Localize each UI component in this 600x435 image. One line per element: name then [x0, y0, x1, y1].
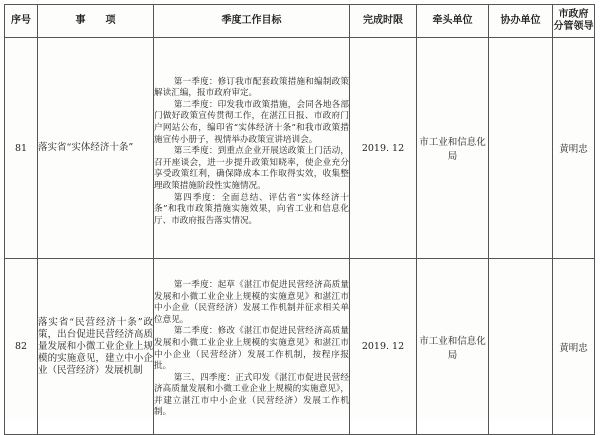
header-goals: 季度工作目标 — [154, 5, 350, 38]
row-item: 落实省“民营经济十条”政策，出台促进民营经济高质量发展和小微工业企业上规模的实施意见，建立中小企业（民营经济）发展机制 — [38, 259, 154, 435]
goal-q1: 第一季度：起草《湛江市促进民营经济高质量发展和小微工业企业上规模的实施意见》和湛江市中小企业（民营经济）发展工作机制并征求相关单位意见。 — [154, 279, 349, 325]
row-leader: 黄明忠 — [553, 259, 595, 435]
row-goals — [154, 259, 350, 435]
task-table — [4, 4, 595, 435]
row-deadline: 2019. 12 — [350, 259, 417, 435]
row-lead: 市工业和信息化局 — [417, 38, 489, 259]
header-leader — [553, 5, 595, 38]
goal-q2: 第二季度：印发我市政策措施，会同各地各部门做好政策宣传贯彻工作，在湛江日报、市政府门户网站公布，编印省“实体经济十条”和我市政策措施宣传小册子，视情举办政策宣讲培训会。 — [154, 99, 349, 145]
row-assist — [489, 259, 553, 435]
header-assist: 协办单位 — [489, 5, 553, 38]
goal-q3: 第三季度：到重点企业开展送政策上门活动，召开座谈会，进一步提升政策知晓率，使企业充分享受政策红利，确保降成本工作取得实效，收集整理政策措施阶段性实施情况。 — [154, 146, 349, 191]
row-deadline: 2019. 12 — [350, 38, 417, 259]
table-row — [5, 259, 595, 435]
row-assist — [489, 38, 553, 259]
header-row — [5, 5, 595, 38]
row-item: 落实省“实体经济十条” — [38, 38, 154, 259]
header-item: 事 项 — [38, 5, 154, 38]
row-lead: 市工业和信息化局 — [417, 259, 489, 435]
header-seq: 序号 — [5, 5, 38, 38]
header-leader-line1: 市政府 — [558, 9, 589, 20]
row-seq: 81 — [5, 38, 38, 259]
document-page — [4, 4, 594, 421]
goal-q2: 第二季度：修改《湛江市促进民营经济高质量发展和小微工业企业上规模的实施意见》和湛江市中小企业（民营经济）发展工作机制，按程序报批。 — [154, 326, 349, 372]
goal-q1: 第一季度：修订我市配套政策措施和编制政策解读汇编，报市政府审定。 — [154, 76, 349, 99]
goal-q3-q4: 第三、四季度：正式印发《湛江市促进民营经济高质量发展和小微工业企业上规模的实施意见》，并建立湛江市中小企业（民营经济）发展工作机制。 — [154, 372, 349, 418]
header-leader-line2: 分管领导 — [553, 21, 594, 32]
row-goals — [154, 38, 350, 259]
header-lead: 牵头单位 — [417, 5, 489, 38]
table-row — [5, 38, 595, 259]
goal-q4: 第四季度：全面总结、评估省“实体经济十条”和我市政策措施实施效果，向省工业和信息化厅、市政府报告落实情况。 — [154, 192, 349, 226]
header-deadline: 完成时限 — [350, 5, 417, 38]
row-leader: 黄明忠 — [553, 38, 595, 259]
row-seq: 82 — [5, 259, 38, 435]
